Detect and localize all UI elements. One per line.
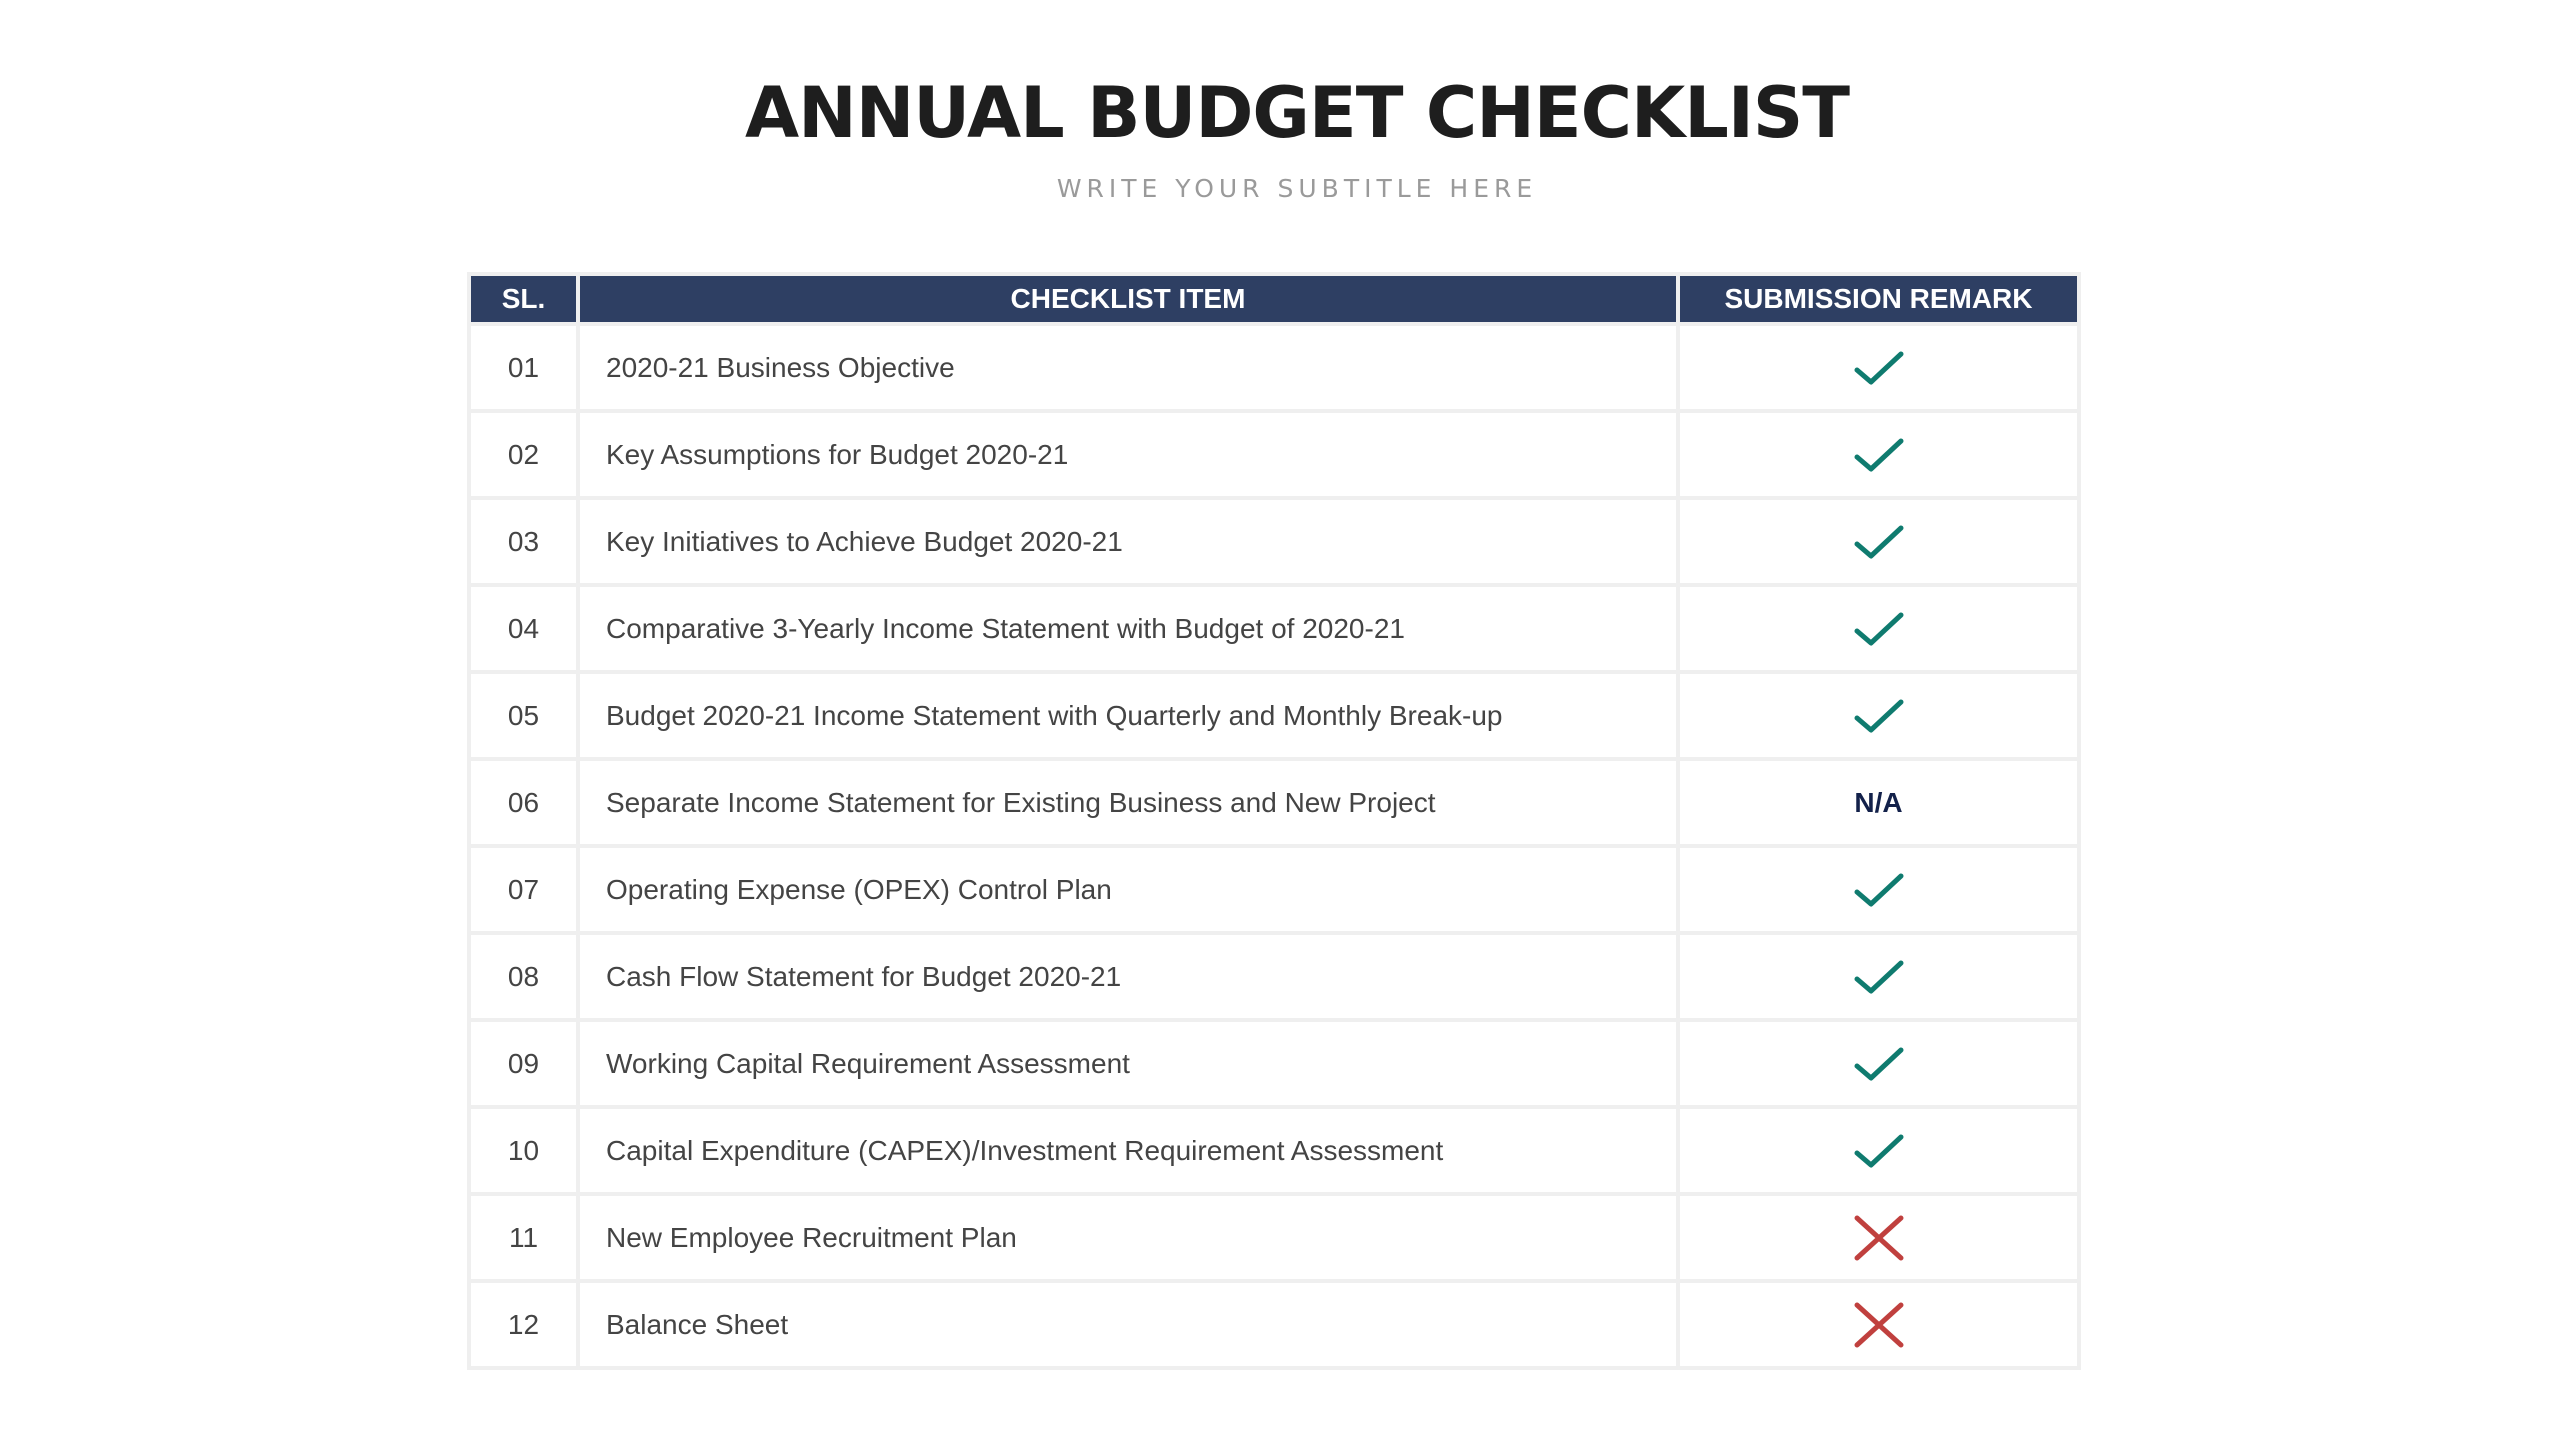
row-sl: 04 — [471, 587, 576, 670]
table-header-row — [471, 276, 2077, 322]
cross-icon — [1853, 1214, 1905, 1262]
page-subtitle: WRITE YOUR SUBTITLE HERE — [1056, 174, 1538, 203]
row-sl: 03 — [471, 500, 576, 583]
row-remark — [1680, 674, 2077, 757]
row-remark — [1680, 326, 2077, 409]
check-icon — [1853, 1044, 1905, 1084]
row-remark — [1680, 500, 2077, 583]
row-sl: 08 — [471, 935, 576, 1018]
header-checklist-item: CHECKLIST ITEM — [580, 276, 1676, 322]
row-sl: 07 — [471, 848, 576, 931]
row-remark — [1680, 1196, 2077, 1279]
check-icon — [1853, 957, 1905, 997]
table-row — [471, 1283, 2077, 1366]
row-item: Working Capital Requirement Assessment — [580, 1022, 1676, 1105]
row-sl: 11 — [471, 1196, 576, 1279]
check-icon — [1853, 1131, 1905, 1171]
row-sl: 12 — [471, 1283, 576, 1366]
row-sl: 05 — [471, 674, 576, 757]
check-icon — [1853, 522, 1905, 562]
table-row — [471, 500, 2077, 583]
row-sl: 02 — [471, 413, 576, 496]
table-row — [471, 848, 2077, 931]
table-row — [471, 1196, 2077, 1279]
row-item: Comparative 3-Yearly Income Statement with Budget of 2020-21 — [580, 587, 1676, 670]
table-row — [471, 1022, 2077, 1105]
check-icon — [1853, 609, 1905, 649]
row-remark — [1680, 1022, 2077, 1105]
row-remark — [1680, 1109, 2077, 1192]
row-remark — [1680, 587, 2077, 670]
row-sl: 10 — [471, 1109, 576, 1192]
row-item: Key Assumptions for Budget 2020-21 — [580, 413, 1676, 496]
row-item: 2020-21 Business Objective — [580, 326, 1676, 409]
page-title: ANNUAL BUDGET CHECKLIST — [744, 72, 1850, 154]
table-row — [471, 674, 2077, 757]
row-item: Separate Income Statement for Existing Business and New Project — [580, 761, 1676, 844]
check-icon — [1853, 870, 1905, 910]
row-sl: 06 — [471, 761, 576, 844]
na-remark: N/A — [1854, 786, 1903, 818]
row-item: Operating Expense (OPEX) Control Plan — [580, 848, 1676, 931]
row-remark — [1680, 848, 2077, 931]
table-row — [471, 326, 2077, 409]
check-icon — [1853, 435, 1905, 475]
row-sl: 01 — [471, 326, 576, 409]
row-item: Capital Expenditure (CAPEX)/Investment Requirement Assessment — [580, 1109, 1676, 1192]
table-row — [471, 1109, 2077, 1192]
row-sl: 09 — [471, 1022, 576, 1105]
row-item: Key Initiatives to Achieve Budget 2020-21 — [580, 500, 1676, 583]
table-row — [471, 587, 2077, 670]
row-remark — [1680, 413, 2077, 496]
check-icon — [1853, 696, 1905, 736]
table-row — [471, 935, 2077, 1018]
header-submission-remark: SUBMISSION REMARK — [1680, 276, 2077, 322]
row-remark — [1680, 1283, 2077, 1366]
header-sl: SL. — [471, 276, 576, 322]
row-remark — [1680, 935, 2077, 1018]
table-row — [471, 413, 2077, 496]
row-item: New Employee Recruitment Plan — [580, 1196, 1676, 1279]
row-item: Balance Sheet — [580, 1283, 1676, 1366]
row-item: Cash Flow Statement for Budget 2020-21 — [580, 935, 1676, 1018]
check-icon — [1853, 348, 1905, 388]
row-remark — [1680, 761, 2077, 844]
row-item: Budget 2020-21 Income Statement with Quarterly and Monthly Break-up — [580, 674, 1676, 757]
table-row — [471, 761, 2077, 844]
cross-icon — [1853, 1301, 1905, 1349]
checklist-table — [467, 272, 2081, 1370]
